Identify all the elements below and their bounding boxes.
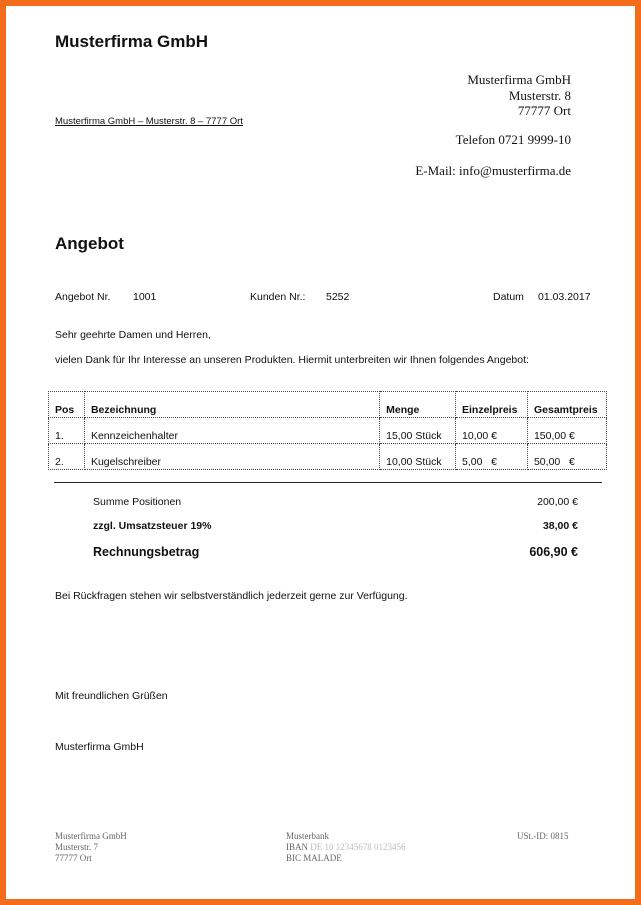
intro-text: vielen Dank für Ihr Interesse an unseren Produkten. Hiermit unterbreiten wir Ihnen folgendes Angebot:: [55, 354, 529, 366]
date-value: 01.03.2017: [538, 291, 591, 303]
header-unit-price: Einzelpreis: [455, 392, 527, 418]
offer-number-label: Angebot Nr.: [55, 291, 111, 303]
cell-total-price: 50,00 €: [527, 444, 606, 470]
footer-vat-id: USt.-ID: 0815: [517, 831, 569, 841]
closing-text: Bei Rückfragen stehen wir selbstverständlich jederzeit gerne zur Verfügung.: [55, 590, 408, 602]
footer-bank: [286, 831, 406, 864]
total-value: 606,90 €: [529, 545, 578, 559]
cell-unit-price: 10,00 €: [455, 418, 527, 444]
header-pos: Pos: [49, 392, 85, 418]
sender-address: [467, 72, 571, 119]
cell-total-price: 150,00 €: [527, 418, 606, 444]
table-header-row: [49, 392, 607, 418]
sender-line: Musterfirma GmbH: [467, 72, 571, 87]
customer-number: 5252: [326, 291, 350, 303]
vat-label: zzgl. Umsatzsteuer 19%: [93, 520, 212, 532]
sender-line: 77777 Ort: [517, 103, 571, 118]
footer-bic: BIC MALADE: [286, 853, 342, 863]
footer-iban-line: [286, 842, 406, 853]
footer-company-line: Musterstr. 7: [55, 842, 99, 852]
cell-quantity: 15,00 Stück: [380, 418, 456, 444]
table-row: [49, 418, 607, 444]
sender-line: Musterstr. 8: [508, 87, 571, 103]
regards-text: Mit freundlichen Grüßen: [55, 690, 168, 702]
positions-sum-label: Summe Positionen: [93, 496, 182, 508]
footer-company-line: Musterfirma GmbH: [55, 831, 127, 841]
document-title: Angebot: [55, 234, 124, 253]
cell-unit-price: 5,00 €: [455, 444, 527, 470]
header-total-price: Gesamtpreis: [527, 392, 606, 418]
salutation: Sehr geehrte Damen und Herren,: [55, 329, 211, 341]
table-row: [49, 444, 607, 470]
date-label: Datum: [493, 291, 524, 303]
cell-description: Kugelschreiber: [84, 444, 379, 470]
return-address-line: Musterfirma GmbH – Musterstr. 8 – 7777 Ort: [55, 116, 243, 127]
footer-bank-name: Musterbank: [286, 831, 329, 841]
cell-pos: 1.: [49, 418, 85, 444]
footer-iban-value: DE 10 12345678 0123456: [310, 842, 406, 852]
header-quantity: Menge: [380, 392, 456, 418]
header-description: Bezeichnung: [84, 392, 379, 418]
email-line: E-Mail: info@musterfirma.de: [415, 163, 571, 178]
offer-number: 1001: [133, 291, 157, 303]
letter-page: [6, 6, 635, 899]
items-table: [48, 391, 607, 470]
signature-name: Musterfirma GmbH: [55, 741, 144, 753]
cell-quantity: 10,00 Stück: [380, 444, 456, 470]
customer-number-label: Kunden Nr.:: [250, 291, 306, 303]
cell-description: Kennzeichenhalter: [84, 418, 379, 444]
footer-iban-label: IBAN: [286, 842, 308, 852]
phone-line: Telefon 0721 9999-10: [455, 132, 571, 147]
cell-pos: 2.: [49, 444, 85, 470]
summary-divider: [54, 482, 602, 483]
company-title: Musterfirma GmbH: [55, 32, 209, 51]
vat-value: 38,00 €: [542, 520, 578, 532]
footer-company-line: 77777 Ort: [55, 853, 92, 863]
footer-company: [55, 831, 127, 864]
total-label: Rechnungsbetrag: [93, 545, 200, 559]
positions-sum-value: 200,00 €: [537, 496, 578, 508]
